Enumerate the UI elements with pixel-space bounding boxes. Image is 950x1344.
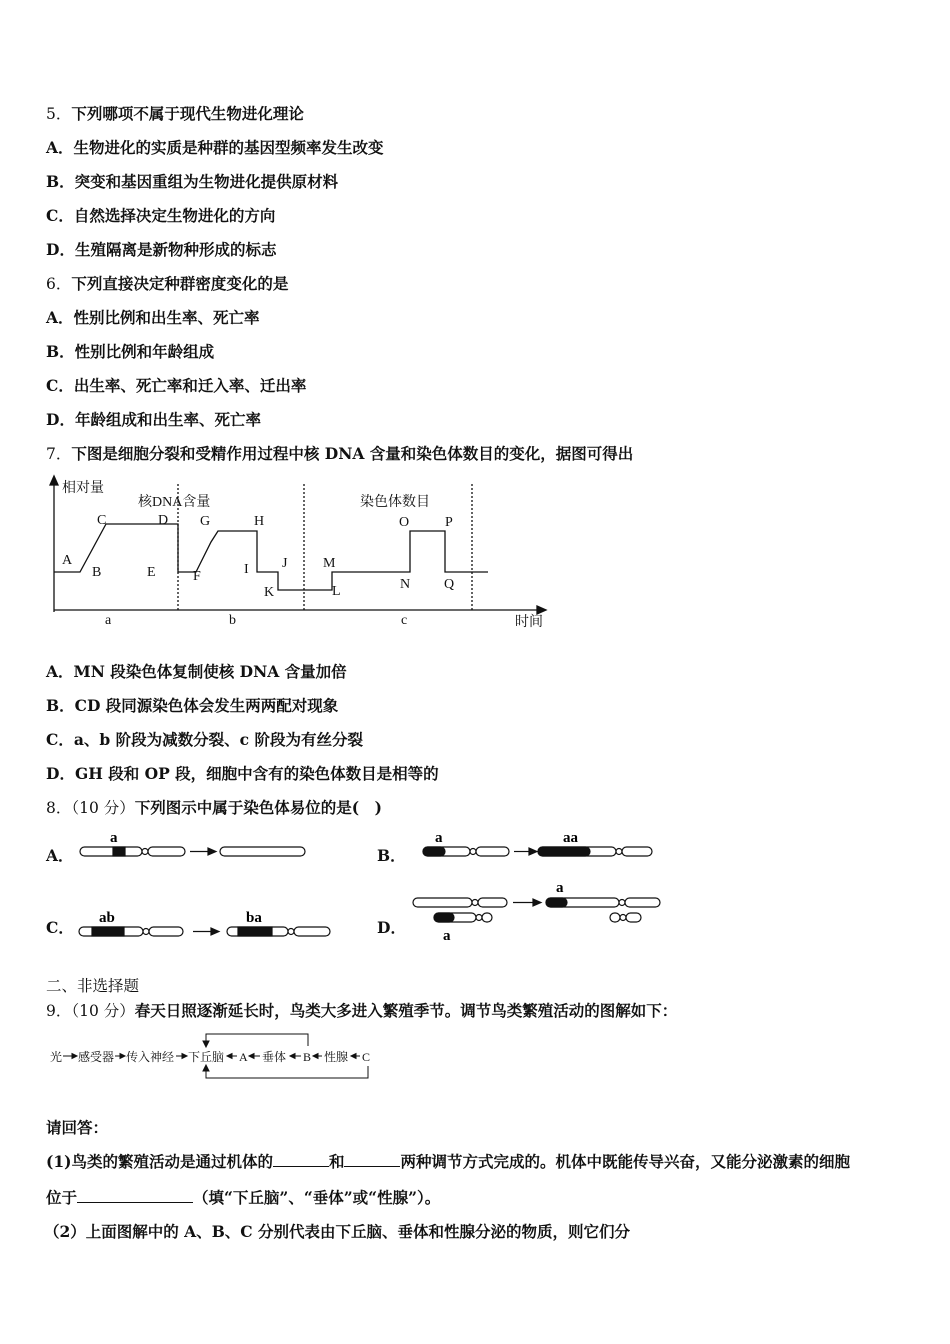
- q8-option-b-figure: [418, 828, 668, 860]
- answer-blank-1[interactable]: [273, 1152, 329, 1167]
- phase-b: b: [229, 613, 236, 628]
- q6-option-a: A．性别比例和出生率、死亡率: [46, 308, 260, 327]
- point-E: E: [147, 565, 156, 580]
- q7-option-b: B．CD 段同源染色体会发生两两配对现象: [46, 696, 339, 715]
- answer-blank-2[interactable]: [344, 1152, 400, 1167]
- q6-option-b: B．性别比例和年龄组成: [46, 342, 215, 361]
- point-P: P: [445, 515, 453, 530]
- q8-stem: 8．（10 分）下列图示中属于染色体易位的是( ): [46, 798, 382, 817]
- q6-stem: 6．下列直接决定种群密度变化的是: [46, 274, 289, 293]
- x-axis-arrow: [537, 606, 546, 614]
- node-receptor: 感受器: [78, 1050, 115, 1064]
- q8-option-d-figure: [408, 878, 678, 946]
- phase-a: a: [105, 613, 112, 628]
- phase-c: c: [401, 613, 408, 628]
- q9-stem: 9．（10 分）春天日照逐渐延长时，鸟类大多进入繁殖季节。调节鸟类繁殖活动的图解如下：: [46, 1001, 678, 1020]
- point-L: L: [332, 584, 341, 599]
- label-a: a: [110, 830, 118, 846]
- label-c-left: ab: [99, 910, 115, 926]
- answer-blank-3[interactable]: [77, 1188, 193, 1203]
- point-J: J: [282, 556, 288, 571]
- q7-option-d: D．GH 段和 OP 段，细胞中含有的染色体数目是相等的: [46, 764, 439, 783]
- q8-option-c-label: C．: [46, 918, 74, 937]
- point-C: C: [97, 513, 107, 528]
- q9-part1-line1: (1)鸟类的繁殖活动是通过机体的 和 两种调节方式完成的。机体中既能传导兴奋，又能分泌激素的细胞: [46, 1152, 850, 1171]
- label-d-bottom: a: [443, 928, 451, 944]
- title-chromosome: 染色体数目: [360, 495, 430, 510]
- node-hypothalamus: 下丘脑: [188, 1050, 225, 1064]
- label-c-right: ba: [246, 910, 262, 926]
- section-heading: 二、非选择题: [46, 977, 140, 995]
- node-light: 光: [50, 1050, 63, 1064]
- point-D: D: [158, 513, 169, 528]
- point-H: H: [254, 514, 265, 529]
- node-pituitary: 垂体: [262, 1050, 287, 1064]
- title-dna: 核DNA含量: [138, 495, 211, 510]
- q7-option-a: A．MN 段染色体复制使核 DNA 含量加倍: [46, 662, 347, 681]
- q5-option-d: D．生殖隔离是新物种形成的标志: [46, 240, 277, 259]
- node-B: B: [303, 1050, 312, 1064]
- q5-option-b: B．突变和基因重组为生物进化提供原材料: [46, 172, 339, 191]
- node-afferent: 传入神经: [126, 1050, 175, 1064]
- regulation-diagram: [46, 1030, 386, 1082]
- q6-option-d: D．年龄组成和出生率、死亡率: [46, 410, 261, 429]
- q5-option-c: C．自然选择决定生物进化的方向: [46, 206, 276, 225]
- q9-prompt: 请回答：: [46, 1118, 109, 1137]
- q7-stem: 7．下图是细胞分裂和受精作用过程中核 DNA 含量和染色体数目的变化，据图可得出: [46, 444, 634, 463]
- q9-part2: （2）上面图解中的 A、B、C 分别代表由下丘脑、垂体和性腺分泌的物质，则它们分: [44, 1222, 631, 1241]
- q8-option-c-figure: [76, 906, 336, 940]
- dna-curve: [54, 524, 488, 590]
- point-I: I: [244, 562, 249, 577]
- x-axis-label: 时间: [515, 615, 543, 630]
- q8-option-b-label: B．: [377, 846, 406, 865]
- node-gonad: 性腺: [324, 1050, 349, 1064]
- point-M: M: [323, 556, 336, 571]
- node-C: C: [362, 1050, 371, 1064]
- label-b-right: aa: [563, 830, 578, 846]
- point-N: N: [400, 577, 411, 592]
- node-A: A: [239, 1050, 248, 1064]
- q9-part1-line2: 位于 （填“下丘脑”、“垂体”或“性腺”）。: [46, 1188, 441, 1207]
- q8-option-a-figure: [76, 828, 316, 860]
- q7-option-c: C．a、b 阶段为减数分裂、c 阶段为有丝分裂: [46, 730, 363, 749]
- q5-option-a: A．生物进化的实质是种群的基因型频率发生改变: [46, 138, 384, 157]
- q8-option-a-label: A．: [46, 846, 74, 865]
- y-axis-label: 相对量: [62, 481, 104, 496]
- q8-option-d-label: D．: [377, 918, 406, 937]
- label-d-top: a: [556, 880, 564, 896]
- point-A: A: [62, 553, 73, 568]
- dna-chromosome-graph: [40, 472, 560, 636]
- label-b-left: a: [435, 830, 443, 846]
- q5-stem: 5．下列哪项不属于现代生物进化理论: [46, 104, 304, 123]
- point-O: O: [399, 515, 410, 530]
- point-F: F: [193, 569, 201, 584]
- point-K: K: [264, 585, 275, 600]
- point-Q: Q: [444, 577, 455, 592]
- q6-option-c: C．出生率、死亡率和迁入率、迁出率: [46, 376, 307, 395]
- point-B: B: [92, 565, 102, 580]
- point-G: G: [200, 514, 211, 529]
- y-axis-arrow: [50, 476, 58, 485]
